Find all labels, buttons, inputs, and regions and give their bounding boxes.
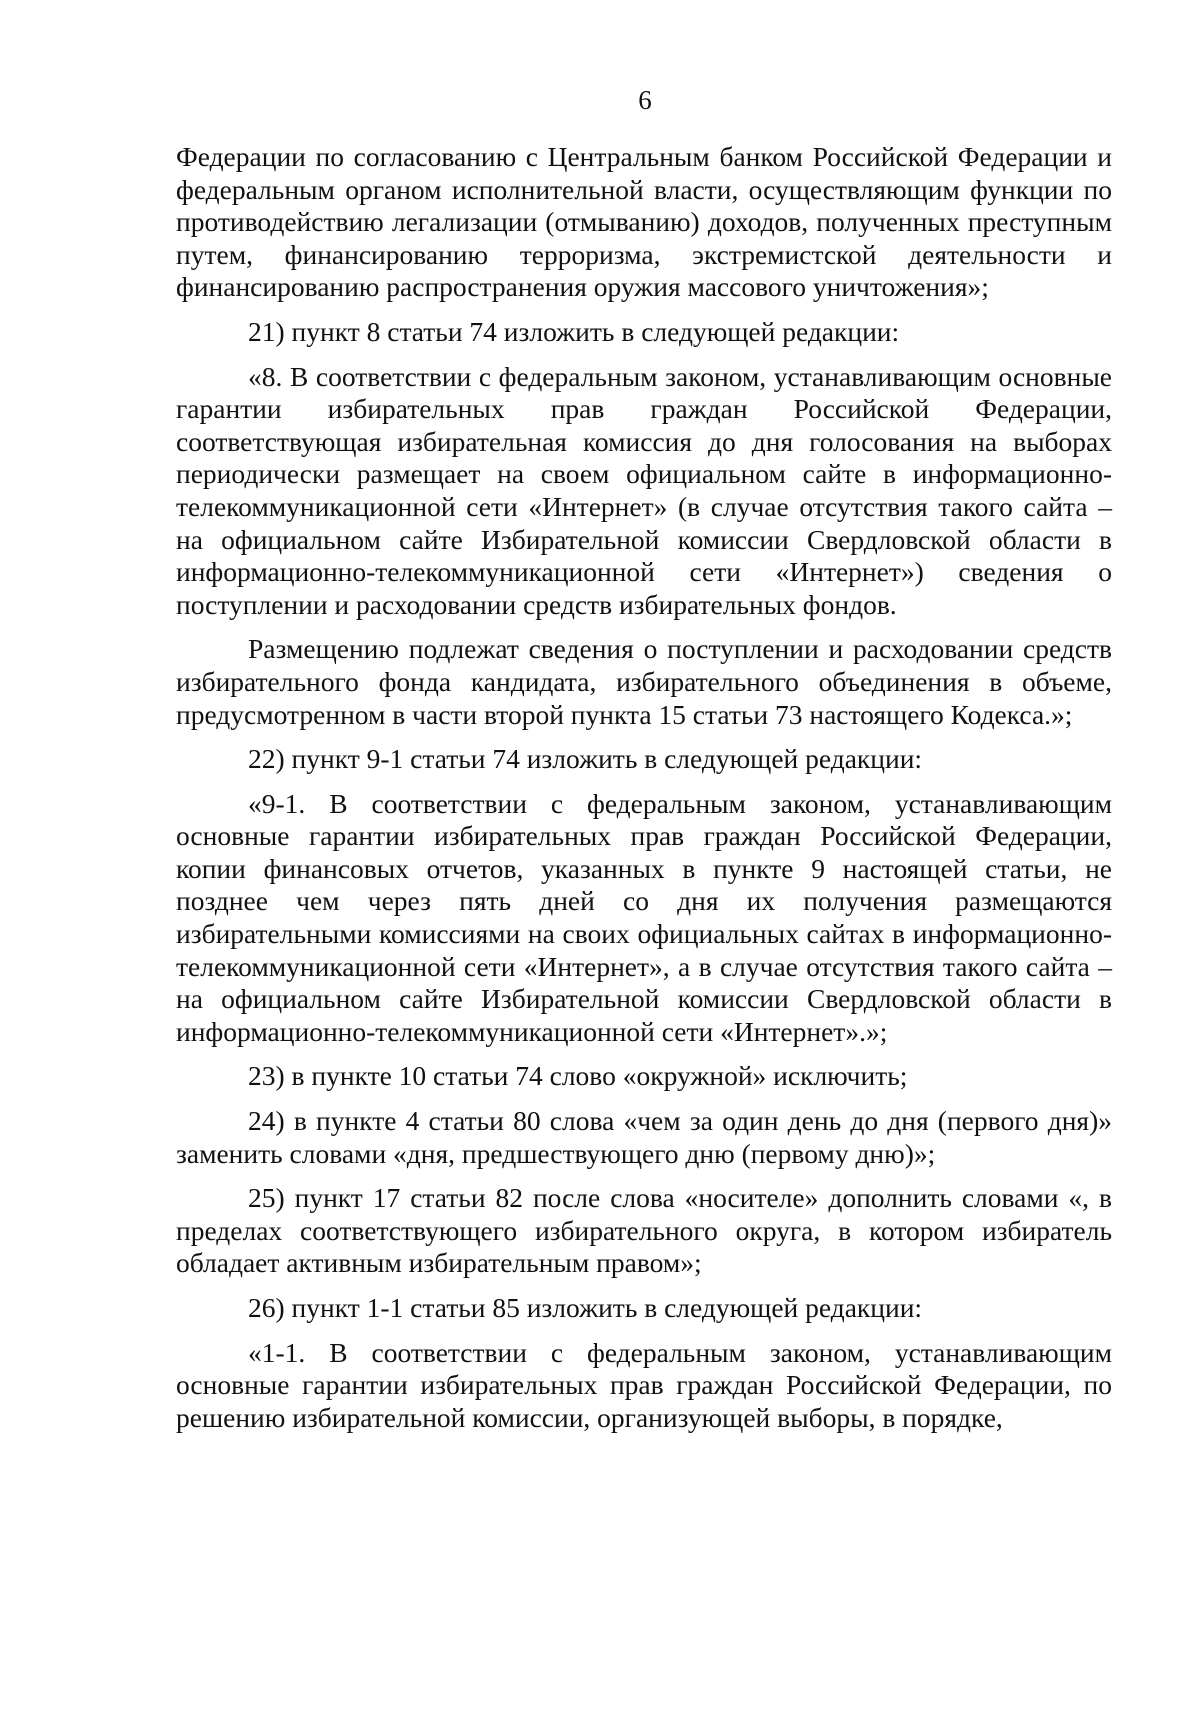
paragraph-item-22-text: «9-1. В соответствии с федеральным законом, устанавливающим основные гарантии избирательных прав граждан Российской Федерации, копии финансовых отчетов, указанных в пункте 9 настоящей статьи, не позднее чем через пять дней со дня их получения размещаются избирательными комиссиями на своих официальных сайтах в информационно-телекоммуникационной сети «Интернет», а в случае отсутствия такого сайта – на официальном сайте Избирательной комиссии Свердловской области в информационно-телекоммуникационной сети «Интернет».»; — [176, 787, 1112, 1047]
page-number: 6 — [638, 85, 652, 115]
paragraph-item-26-text: «1-1. В соответствии с федеральным законом, устанавливающим основные гарантии избирательных прав граждан Российской Федерации, по решению избирательной комиссии, организующей выборы, в порядке, — [176, 1336, 1112, 1433]
paragraph-item-21-text-cont: Размещению подлежат сведения о поступлении и расходовании средств избирательного фонда кандидата, избирательного объединения в объеме, предусмотренном в части второй пункта 15 статьи 73 настоящего Кодекса.»; — [176, 633, 1112, 730]
paragraph-item-25: 25) пункт 17 статьи 82 после слова «носителе» дополнить словами «, в пределах соответствующего избирательного округа, в котором избиратель обладает активным избирательным правом»; — [176, 1182, 1112, 1279]
paragraph-item-26: 26) пункт 1-1 статьи 85 изложить в следующей редакции: — [248, 1292, 923, 1323]
paragraph-continuation: Федерации по согласованию с Центральным банком Российской Федерации и федеральным органом исполнительной власти, осуществляющим функции по противодействию легализации (отмыванию) доходов, полученных преступным путем, финансированию терроризма, экстремистской деятельности и финансированию распространения оружия массового уничтожения»; — [176, 141, 1112, 303]
paragraph-item-23: 23) в пункте 10 статьи 74 слово «окружной» исключить; — [248, 1060, 908, 1092]
paragraph-item-24: 24) в пункте 4 статьи 80 слова «чем за один день до дня (первого дня)» заменить словами «дня, предшествующего дню (первому дню)»; — [176, 1105, 1112, 1169]
paragraph-item-21-text: «8. В соответствии с федеральным законом, устанавливающим основные гарантии избирательных прав граждан Российской Федерации, соответствующая избирательная комиссия до дня голосования на выборах периодически размещает на своем официальном сайте в информационно-телекоммуникационной сети «Интернет» (в случае отсутствия такого сайта – на официальном сайте Избирательной комиссии Свердловской области в информационно-телекоммуникационной сети «Интернет») сведения о поступлении и расходовании средств избирательных фондов. — [176, 360, 1112, 620]
paragraph-item-22: 22) пункт 9-1 статьи 74 изложить в следующей редакции: — [248, 743, 923, 775]
document-body — [176, 141, 1112, 1446]
paragraph-item-21: 21) пункт 8 статьи 74 изложить в следующей редакции: — [248, 315, 900, 347]
